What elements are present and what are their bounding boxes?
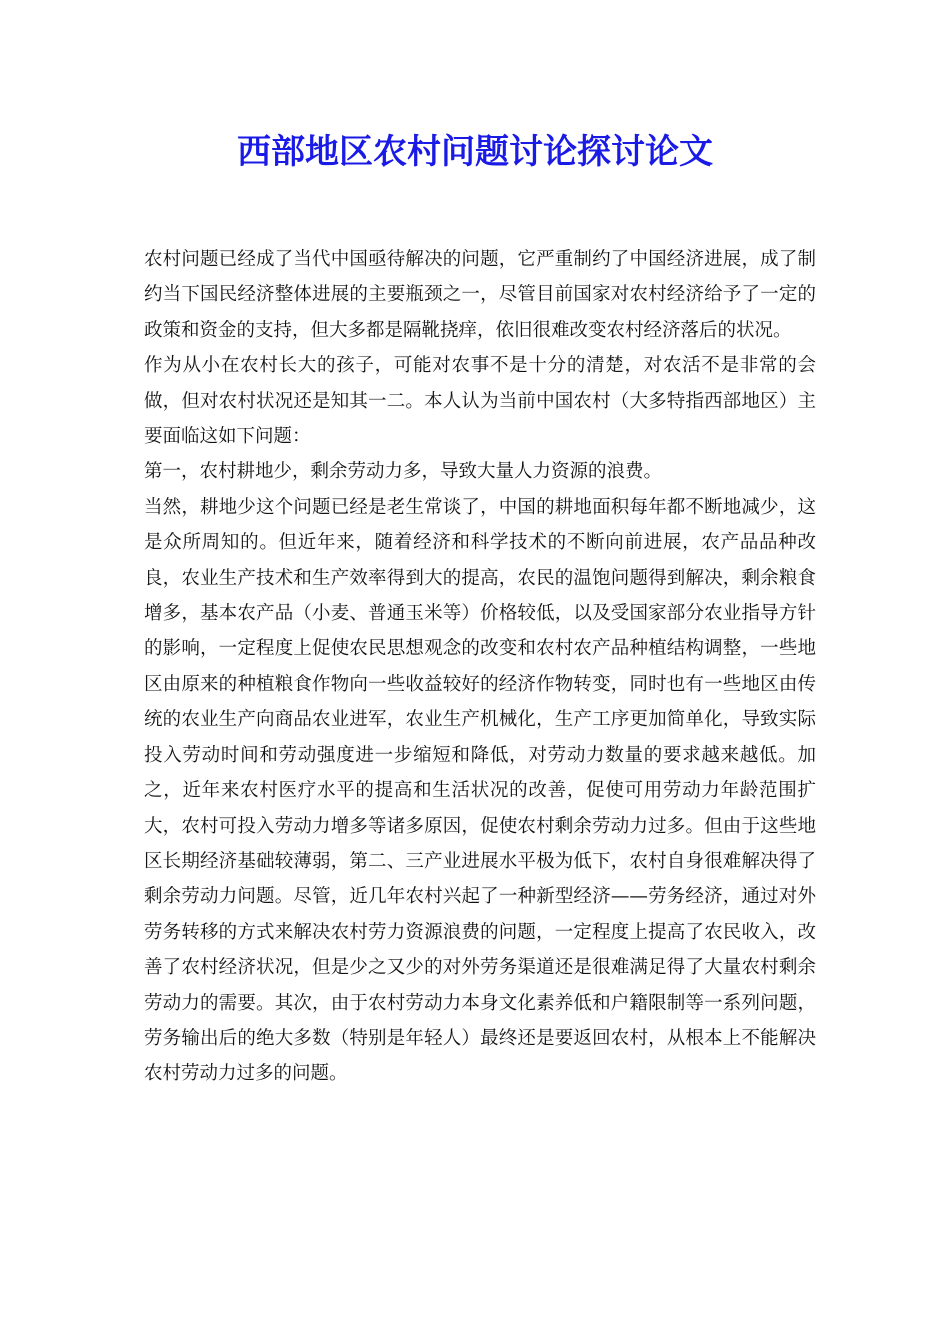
paragraph-2: 作为从小在农村长大的孩子，可能对农事不是十分的清楚，对农活不是非常的会做，但对农村状况还是知其一二。本人认为当前中国农村（大多特指西部地区）主要面临这如下问题： [144, 355, 816, 448]
document-body [144, 242, 816, 1092]
paragraph-1: 农村问题已经成了当代中国亟待解决的问题，它严重制约了中国经济进展，成了制约当下国民经济整体进展的主要瓶颈之一，尽管目前国家对农村经济给予了一定的政策和资金的支持，但大多都是隔靴挠痒，依旧很难改变农村经济落后的状况。 [144, 249, 816, 341]
paragraph-4: 当然，耕地少这个问题已经是老生常谈了，中国的耕地面积每年都不断地减少，这是众所周知的。但近年来，随着经济和科学技术的不断向前进展，农产品品种改良，农业生产技术和生产效率得到大的提高，农民的温饱问题得到解决，剩余粮食增多，基本农产品（小麦、普通玉米等）价格较低，以及受国家部分农业指导方针的影响，一定程度上促使农民思想观念的改变和农村农产品种植结构调整，一些地区由原来的种植粮食作物向一些收益较好的经济作物转变，同时也有一些地区由传统的农业生产向商品农业进军，农业生产机械化，生产工序更加简单化，导致实际投入劳动时间和劳动强度进一步缩短和降低，对劳动力数量的要求越来越低。加之，近年来农村医疗水平的提高和生活状况的改善，促使可用劳动力年龄范围扩大，农村可投入劳动力增多等诸多原因，促使农村剩余劳动力过多。但由于这些地区长期经济基础较薄弱，第二、三产业进展水平极为低下，农村自身很难解决得了剩余劳动力问题。尽管，近几年农村兴起了一种新型经济——劳务经济，通过对外劳务转移的方式来解决农村劳力资源浪费的问题，一定程度上提高了农民收入，改善了农村经济状况，但是少之又少的对外劳务渠道还是很难满足得了大量农村剩余劳动力的需要。其次，由于农村劳动力本身文化素养低和户籍限制等一系列问题，劳务输出后的绝大多数（特别是年轻人）最终还是要返回农村，从根本上不能解决农村劳动力过多的问题。 [144, 496, 816, 1085]
document-title: 西部地区农村问题讨论探讨论文 [237, 132, 713, 172]
paragraph-3: 第一，农村耕地少，剩余劳动力多，导致大量人力资源的浪费。 [144, 461, 663, 483]
